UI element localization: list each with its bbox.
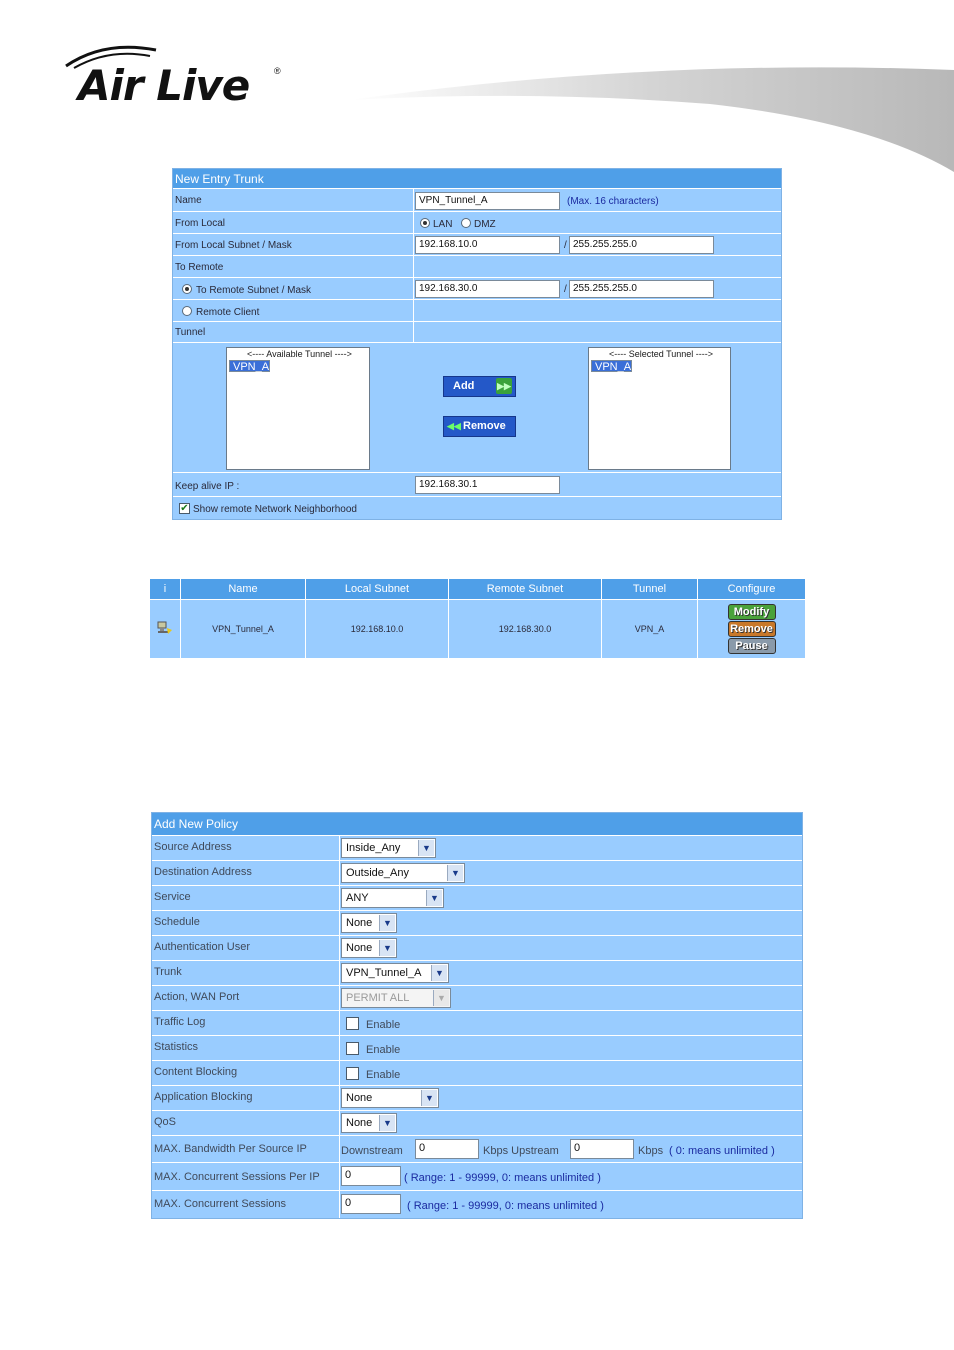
trunk-header: New Entry Trunk	[173, 169, 781, 189]
modify-button[interactable]: Modify	[728, 604, 776, 620]
add-arrow-icon: ▶▶	[496, 378, 512, 394]
row-remove-button[interactable]: Remove	[728, 621, 776, 637]
col-i: i	[150, 579, 181, 600]
tunnel-select-row	[173, 343, 781, 473]
col-configure: Configure	[698, 579, 806, 600]
traffic-log-row: Traffic Log Enable	[152, 1011, 802, 1036]
service-row: Service ANY ▼	[152, 886, 802, 911]
table-row	[150, 600, 806, 659]
remote-subnet-input[interactable]: 192.168.30.0	[415, 280, 560, 298]
chevron-down-icon: ▼	[447, 865, 463, 881]
chevron-down-icon: ▼	[421, 1090, 437, 1106]
local-subnet-input[interactable]: 192.168.10.0	[415, 236, 560, 254]
add-button[interactable]: Add ▶▶	[443, 376, 516, 397]
local-subnet-row: From Local Subnet / Mask 192.168.10.0 / 255.255.255.0	[173, 234, 781, 256]
bandwidth-note: ( 0: means unlimited )	[669, 1145, 775, 1157]
schedule-select[interactable]: None ▼	[341, 913, 397, 933]
local-subnet-label: From Local Subnet / Mask	[175, 240, 292, 251]
downstream-input[interactable]: 0	[415, 1139, 479, 1159]
chevron-down-icon: ▼	[379, 915, 395, 931]
dmz-radio[interactable]	[461, 218, 471, 228]
lan-label: LAN	[433, 219, 453, 230]
show-remote-row	[173, 497, 781, 519]
table-header-row	[150, 579, 806, 600]
remove-button[interactable]: ◀◀ Remove	[443, 416, 516, 437]
tunnel-label-row	[173, 322, 781, 343]
trunk-list-table	[149, 578, 806, 659]
to-remote-row	[173, 256, 781, 278]
from-local-label: From Local	[175, 218, 226, 229]
header-swoosh	[350, 62, 954, 182]
selected-tunnel-item[interactable]: VPN_A	[591, 360, 632, 372]
remote-subnet-label: To Remote Subnet / Mask	[196, 285, 312, 296]
name-label: Name	[175, 195, 202, 206]
available-tunnel-list[interactable]: <---- Available Tunnel ----> VPN_A	[226, 347, 370, 470]
airlive-logo	[62, 40, 292, 110]
name-note: (Max. 16 characters)	[567, 196, 659, 207]
upstream-input[interactable]: 0	[570, 1139, 634, 1159]
from-local-row	[173, 212, 781, 234]
auth-row: Authentication User None ▼	[152, 936, 802, 961]
pause-button[interactable]: Pause	[728, 638, 776, 654]
sessions-input[interactable]: 0	[341, 1194, 401, 1214]
sessions-per-ip-input[interactable]: 0	[341, 1166, 401, 1186]
qos-select[interactable]: None ▼	[341, 1113, 397, 1133]
chevron-down-icon: ▼	[379, 1115, 395, 1131]
new-entry-trunk-panel	[172, 168, 782, 520]
remote-client-label: Remote Client	[196, 307, 260, 318]
trunk-row: Trunk VPN_Tunnel_A ▼	[152, 961, 802, 986]
policy-header: Add New Policy	[152, 813, 802, 836]
sessions-per-ip-note: ( Range: 1 - 99999, 0: means unlimited )	[404, 1172, 601, 1184]
show-remote-checkbox[interactable]: ✔	[180, 503, 189, 514]
auth-user-select[interactable]: None ▼	[341, 938, 397, 958]
sessions-note: ( Range: 1 - 99999, 0: means unlimited )	[407, 1200, 604, 1212]
show-remote-label: Show remote Network Neighborhood	[193, 504, 357, 515]
service-select[interactable]: ANY ▼	[341, 888, 444, 908]
chevron-down-icon: ▼	[431, 965, 447, 981]
row-name: VPN_Tunnel_A	[181, 600, 306, 659]
keepalive-label: Keep alive IP :	[175, 481, 240, 492]
chevron-down-icon: ▼	[418, 840, 434, 856]
statistics-checkbox[interactable]	[346, 1042, 359, 1055]
qos-row: QoS None ▼	[152, 1111, 802, 1136]
content-blocking-checkbox[interactable]	[346, 1067, 359, 1080]
schedule-row: Schedule None ▼	[152, 911, 802, 936]
name-input[interactable]: VPN_Tunnel_A	[415, 192, 560, 210]
action-select[interactable]: PERMIT ALL ▼	[341, 988, 451, 1008]
remote-client-row	[173, 300, 781, 322]
destination-address-select[interactable]: Outside_Any ▼	[341, 863, 465, 883]
remote-subnet-row: To Remote Subnet / Mask 192.168.30.0 / 255.255.255.0	[173, 278, 781, 300]
logo-text: Air Live	[78, 61, 250, 110]
traffic-log-checkbox[interactable]	[346, 1017, 359, 1030]
app-blocking-row: Application Blocking None ▼	[152, 1086, 802, 1111]
chevron-down-icon: ▼	[433, 990, 449, 1006]
trunk-status-icon	[157, 620, 173, 636]
col-name: Name	[181, 579, 306, 600]
chevron-down-icon: ▼	[379, 940, 395, 956]
action-row: Action, WAN Port PERMIT ALL ▼	[152, 986, 802, 1011]
remove-arrow-icon: ◀◀	[447, 421, 461, 431]
keepalive-input[interactable]: 192.168.30.1	[415, 476, 560, 494]
destination-row: Destination Address Outside_Any ▼	[152, 861, 802, 886]
available-tunnel-item[interactable]: VPN_A	[229, 360, 270, 372]
row-local-subnet: 192.168.10.0	[306, 600, 449, 659]
selected-tunnel-list[interactable]: <---- Selected Tunnel ----> VPN_A	[588, 347, 731, 470]
remote-client-radio[interactable]	[182, 306, 192, 316]
row-tunnel: VPN_A	[602, 600, 698, 659]
keepalive-row	[173, 473, 781, 497]
row-remote-subnet: 192.168.30.0	[449, 600, 602, 659]
tunnel-label: Tunnel	[175, 327, 206, 338]
bandwidth-row: MAX. Bandwidth Per Source IP Downstream 0 Kbps Upstream 0 Kbps ( 0: means unlimited )	[152, 1136, 802, 1163]
content-blocking-row: Content Blocking Enable	[152, 1061, 802, 1086]
logo-registered: ®	[274, 66, 281, 76]
local-mask-input[interactable]: 255.255.255.0	[569, 236, 714, 254]
to-remote-label: To Remote	[175, 262, 224, 273]
source-address-select[interactable]: Inside_Any ▼	[341, 838, 436, 858]
trunk-select[interactable]: VPN_Tunnel_A ▼	[341, 963, 449, 983]
dmz-label: DMZ	[474, 219, 496, 230]
sessions-row: MAX. Concurrent Sessions 0 ( Range: 1 - 99999, 0: means unlimited )	[152, 1191, 802, 1218]
col-local-subnet: Local Subnet	[306, 579, 449, 600]
remote-mask-input[interactable]: 255.255.255.0	[569, 280, 714, 298]
remote-subnet-radio[interactable]	[182, 284, 192, 294]
statistics-row: Statistics Enable	[152, 1036, 802, 1061]
lan-radio[interactable]	[420, 218, 430, 228]
source-row: Source Address Inside_Any ▼	[152, 836, 802, 861]
add-new-policy-panel	[151, 812, 803, 1219]
name-row	[173, 189, 781, 212]
app-blocking-select[interactable]: None ▼	[341, 1088, 439, 1108]
col-tunnel: Tunnel	[602, 579, 698, 600]
sessions-per-ip-row: MAX. Concurrent Sessions Per IP 0 ( Range: 1 - 99999, 0: means unlimited )	[152, 1163, 802, 1191]
chevron-down-icon: ▼	[426, 890, 442, 906]
col-remote-subnet: Remote Subnet	[449, 579, 602, 600]
